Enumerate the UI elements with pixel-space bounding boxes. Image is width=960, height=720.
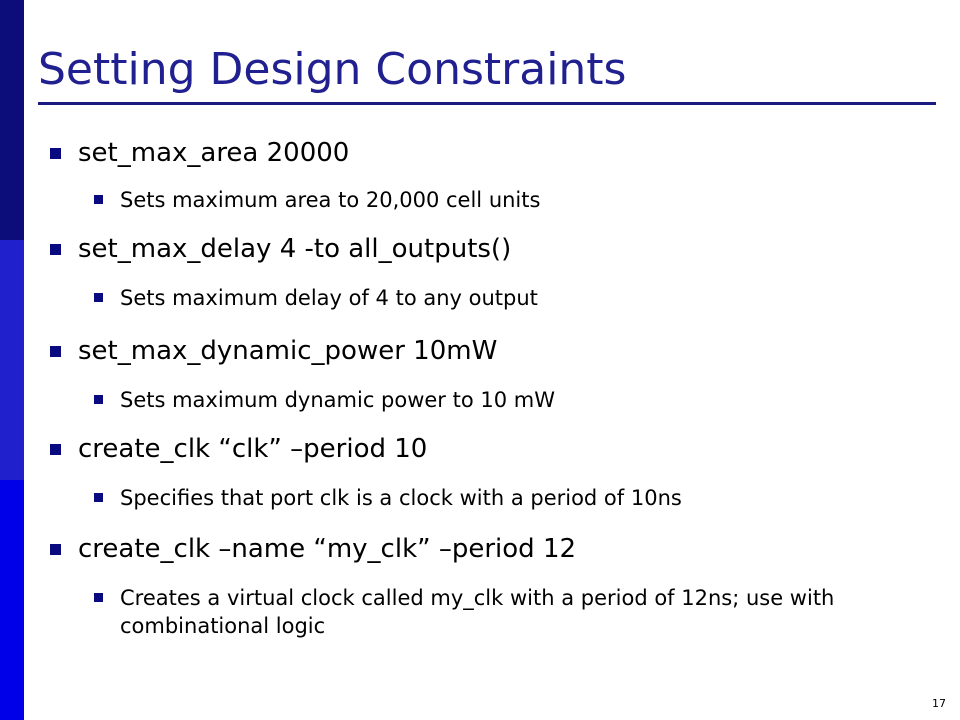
description-text: Creates a virtual clock called my_clk with a period of 12ns; use with combinational logic (120, 586, 835, 638)
square-bullet-icon (50, 444, 61, 455)
slide-title: Setting Design Constraints (38, 44, 627, 95)
page-number: 17 (932, 697, 946, 710)
square-bullet-icon (94, 593, 103, 602)
square-bullet-icon (50, 148, 61, 159)
square-bullet-icon (94, 493, 103, 502)
square-bullet-icon (94, 395, 103, 404)
description-text: Specifies that port clk is a clock with a period of 10ns (120, 486, 682, 510)
command-text: set_max_area 20000 (78, 138, 350, 168)
description-text: Sets maximum area to 20,000 cell units (120, 188, 541, 212)
description-text: Sets maximum dynamic power to 10 mW (120, 388, 555, 412)
command-text: create_clk “clk” –period 10 (78, 434, 428, 464)
square-bullet-icon (50, 544, 61, 555)
description-text: Sets maximum delay of 4 to any output (120, 286, 538, 310)
square-bullet-icon (50, 244, 61, 255)
square-bullet-icon (94, 293, 103, 302)
command-text: set_max_dynamic_power 10mW (78, 336, 498, 366)
command-text: set_max_delay 4 -to all_outputs() (78, 234, 512, 264)
square-bullet-icon (94, 195, 103, 204)
square-bullet-icon (50, 346, 61, 357)
command-text: create_clk –name “my_clk” –period 12 (78, 534, 577, 564)
